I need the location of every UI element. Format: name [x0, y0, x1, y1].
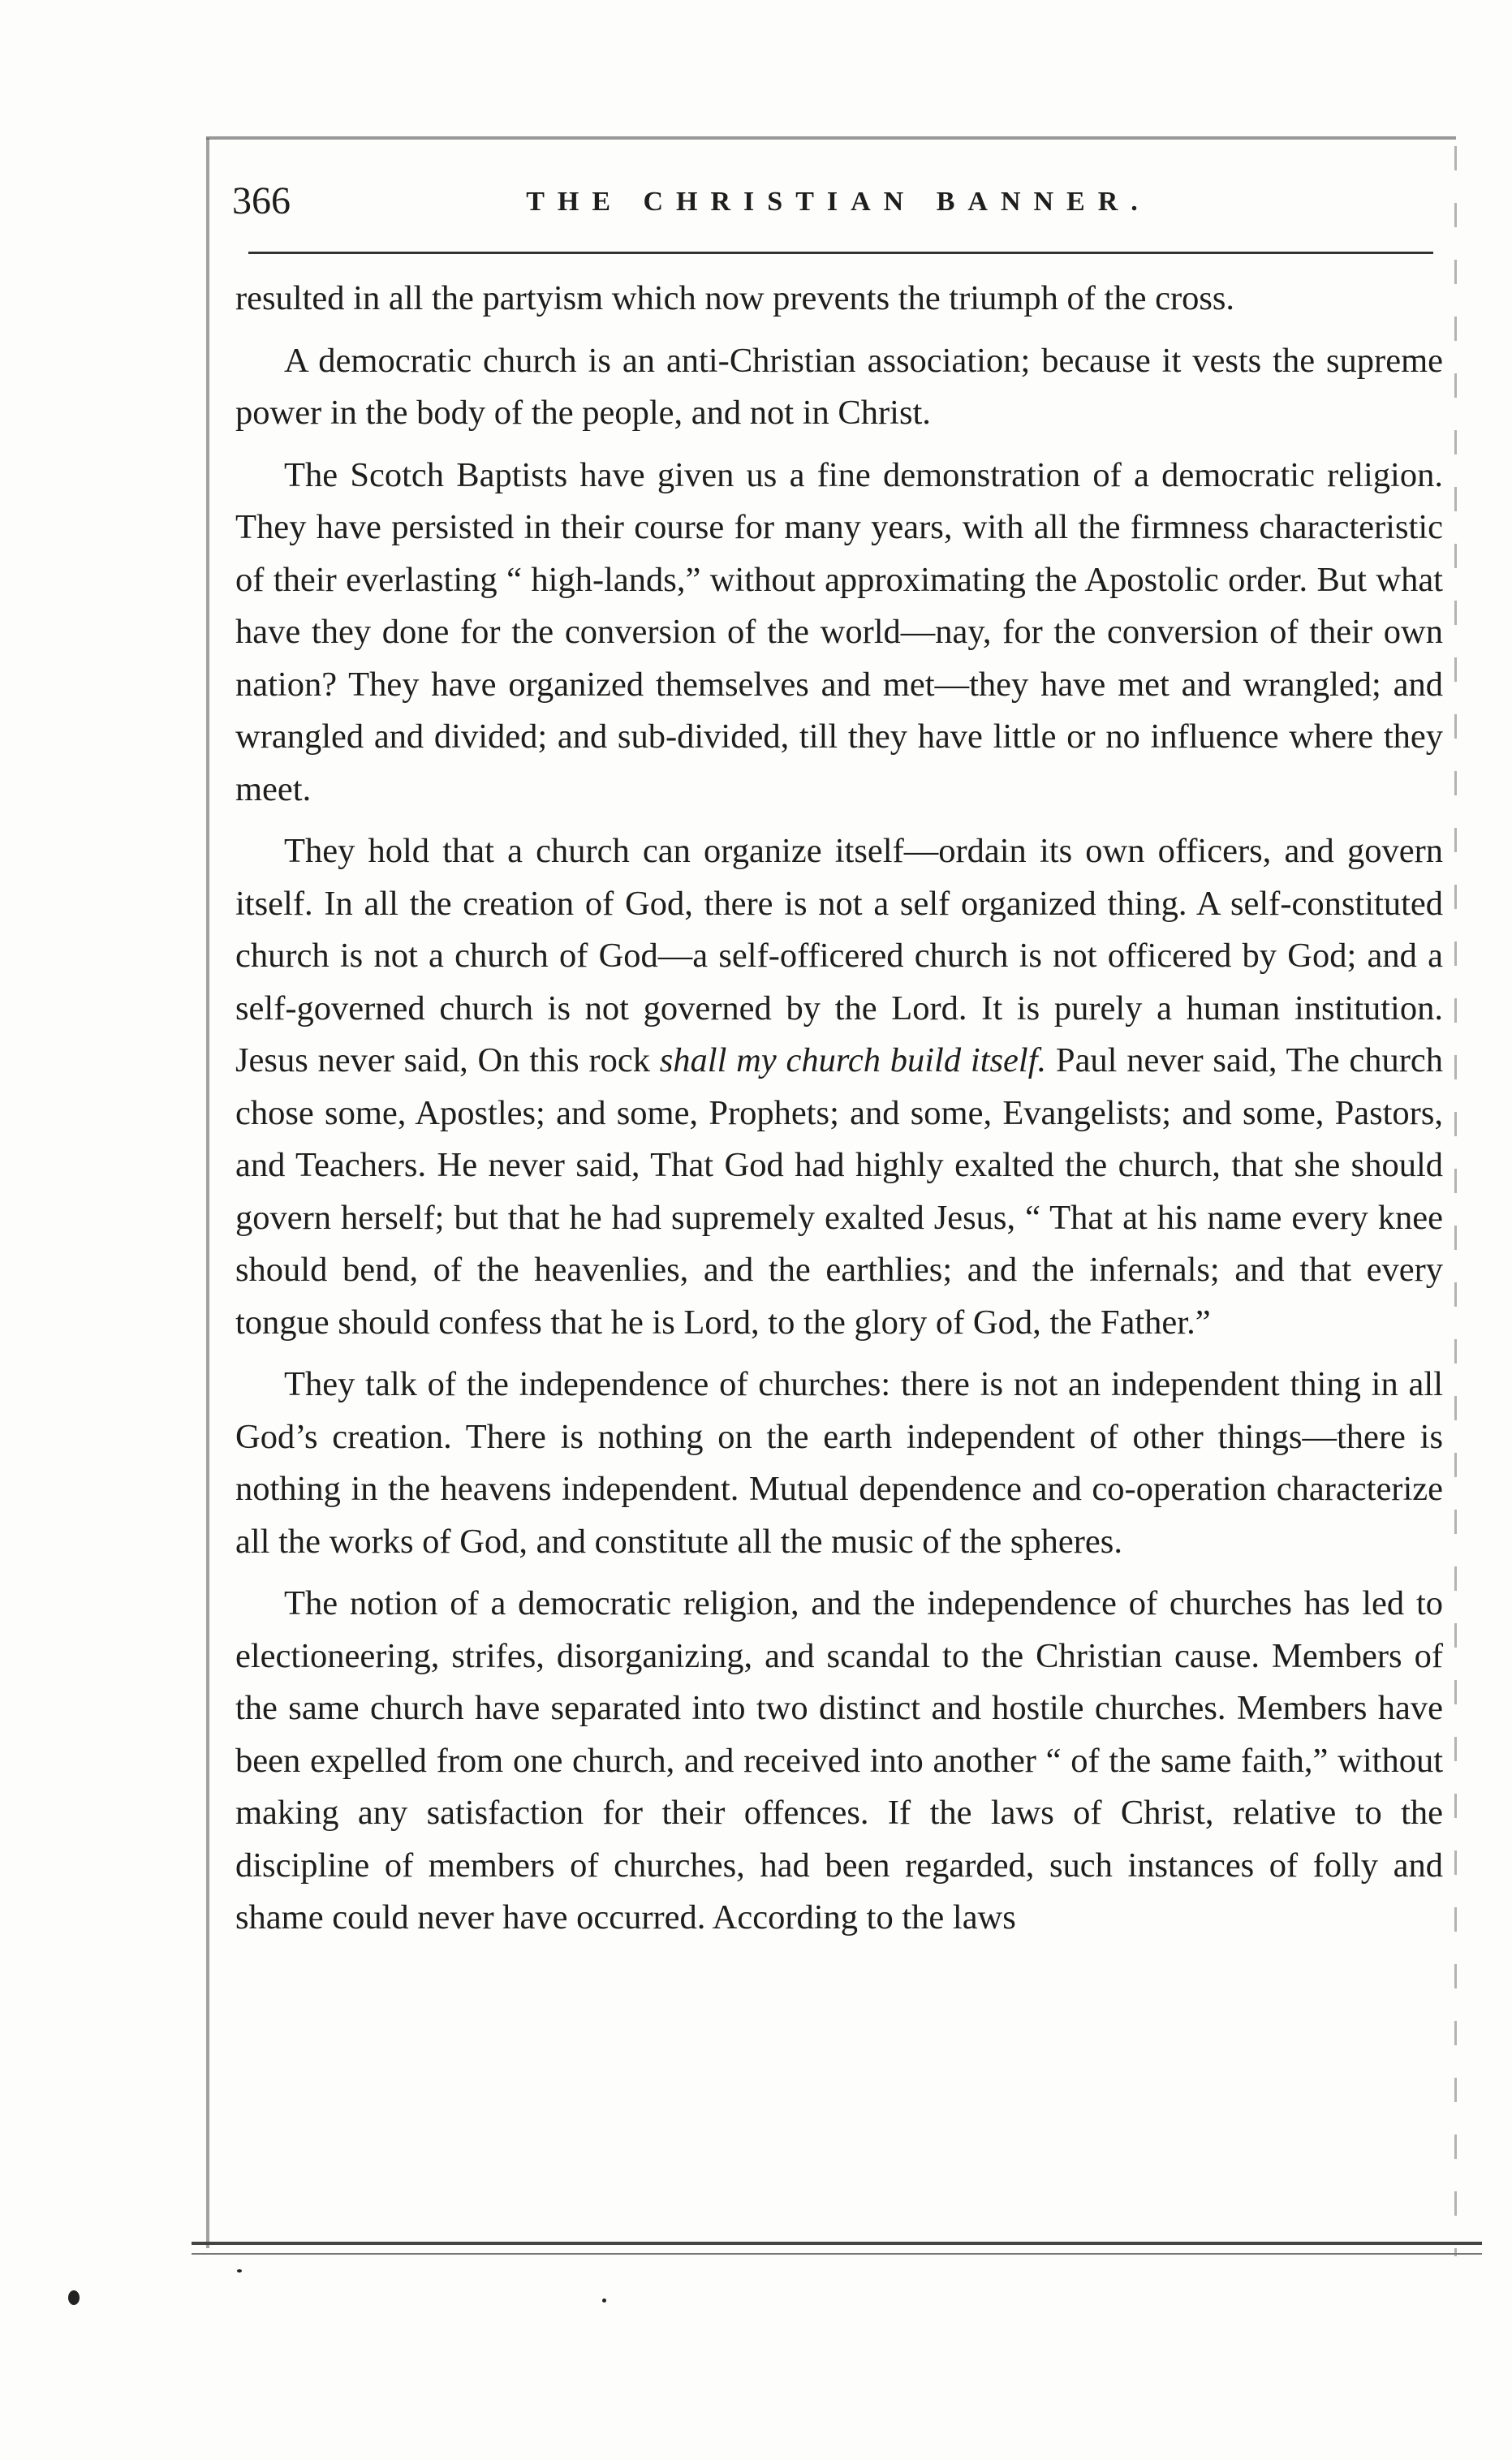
bottom-border-rule	[192, 2242, 1482, 2245]
page-number: 366	[232, 179, 291, 222]
paragraph-1: resulted in all the partyism which now prevents the triumph of the cross.	[235, 279, 1235, 317]
running-title: THE CHRISTIAN BANNER.	[526, 187, 1151, 217]
paragraph-3: The Scotch Baptists have given us a fine demonstration of a democratic religion. They have persisted in their course for many years, with all the firmness characteristic of their everlasting “ high-lands,” without approximating the Apostolic order. But what have they done for the conversion of the world—nay, for the conversion of their own nation? They have organized themselves and met—they have met and wrangled; and wrangled and divided; and sub-divided, till they have little or no influence where they meet.	[235, 455, 1443, 808]
paragraph-4	[235, 825, 1443, 1349]
top-border-rule	[206, 136, 1456, 140]
page-header	[232, 177, 1445, 234]
bottom-border-rule-thin	[192, 2253, 1482, 2255]
paragraph-4-rest: Paul never said, The church chose some, Apostles; and some, Prophets; and some, Evangelists; and some, Pastors, and Teachers. He never said, That God had highly exalted the church, that she should govern herself; but that he had supremely exalted Jesus, “ That at his name every knee should bend, of the heavenlies, and the earthlies; and the infernals; and that every tongue should confess that he is Lord, to the glory of God, the Father.”	[235, 1041, 1444, 1342]
body-text	[235, 273, 1443, 1954]
paragraph-4-italic: shall my church build itself.	[659, 1041, 1047, 1079]
left-border-rule	[206, 138, 209, 2248]
ink-speck	[602, 2298, 606, 2303]
paragraph-4-lead: They hold that a church can organize itself—ordain its own officers, and govern itself. In all the creation of God, there is not a self organized thing. A self-constituted church is not a church of God—a self-officered church is not officered by God; and a self-governed church is not governed by the Lord. It is purely a human institution. Jesus never said, On this rock	[235, 832, 1443, 1079]
ink-speck	[68, 2290, 80, 2305]
paragraph-6: The notion of a democratic religion, and the independence of churches has led to electioneering, strifes, disorganizing, and scandal to the Christian cause. Members of the same church have separated into two distinct and hostile churches. Members have been expelled from one church, and received into another “ of the same faith,” without making any satisfaction for their offences. If the laws of Christ, relative to the discipline of members of churches, had been regarded, such instances of folly and shame could never have occurred. According to the laws	[235, 1584, 1443, 1937]
paragraph-5: They talk of the independence of churches: there is not an independent thing in all God’s creation. There is nothing on the earth independent of other things—there is nothing in the heavens independent. Mutual dependence and co-operation characterize all the works of God, and constitute all the music of the spheres.	[235, 1365, 1443, 1561]
right-border-rule	[1454, 146, 1457, 2256]
paragraph-2: A democratic church is an anti-Christian association; because it vests the supreme power in the body of the people, and not in Christ.	[235, 341, 1443, 432]
ink-speck	[237, 2269, 242, 2273]
header-rule	[248, 252, 1433, 254]
